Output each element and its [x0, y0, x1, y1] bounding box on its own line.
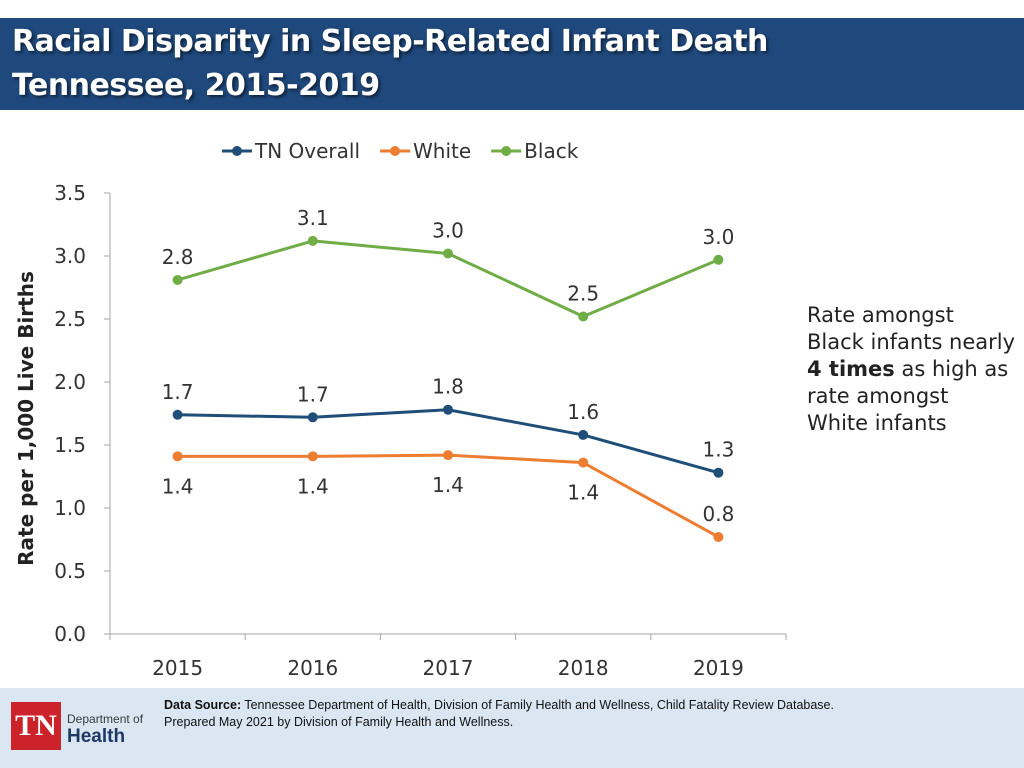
data-point: [578, 458, 588, 468]
callout-text: [807, 302, 1022, 437]
data-label: 1.6: [567, 399, 600, 424]
legend-label: TN Overall: [255, 139, 361, 163]
x-tick-label: 2018: [557, 656, 609, 680]
data-label: 1.7: [296, 382, 329, 407]
callout-line: rate amongst: [807, 384, 949, 408]
logo-health-text: Health: [67, 726, 126, 747]
data-label: 1.4: [567, 480, 600, 505]
legend-swatch-marker: [232, 146, 242, 156]
data-point: [713, 255, 723, 265]
source-label: Data Source:: [164, 698, 242, 712]
data-label: 3.0: [432, 218, 464, 243]
data-label: 1.4: [296, 474, 329, 499]
data-point: [443, 405, 453, 415]
x-tick-label: 2015: [152, 656, 204, 680]
data-point: [308, 451, 318, 461]
footer: [0, 688, 1024, 768]
y-tick-label: 1.5: [54, 433, 86, 457]
data-label: 0.8: [702, 501, 735, 526]
data-point: [173, 275, 183, 285]
data-label: 1.3: [702, 437, 735, 462]
data-label: 2.8: [161, 244, 194, 269]
y-tick-label: 0.5: [54, 559, 86, 583]
data-label: 3.1: [296, 205, 329, 230]
y-tick-label: 2.0: [54, 370, 86, 394]
tn-health-logo: [11, 702, 151, 750]
series-line: [178, 410, 719, 473]
data-point: [578, 311, 588, 321]
data-label: 1.4: [161, 474, 194, 499]
callout-line: [807, 356, 1022, 383]
callout-line-rest: as high as: [894, 357, 1009, 381]
data-label: 1.8: [432, 374, 464, 399]
logo-department-text: Department of: [67, 712, 144, 726]
data-point: [443, 450, 453, 460]
callout-emphasis: 4 times: [807, 357, 895, 381]
x-tick-label: 2017: [422, 656, 474, 680]
y-axis-title: Rate per 1,000 Live Births: [14, 271, 38, 566]
legend-label: White: [413, 139, 472, 163]
data-label: 3.0: [702, 224, 735, 249]
legend-swatch-marker: [501, 146, 511, 156]
data-point: [308, 412, 318, 422]
y-tick-label: 3.5: [54, 181, 86, 205]
x-tick-label: 2019: [692, 656, 744, 680]
source-text: Tennessee Department of Health, Division of Family Health and Wellness, Child Fatality Review Database.: [241, 698, 834, 712]
legend-swatch-marker: [390, 146, 400, 156]
legend-label: Black: [524, 139, 579, 163]
data-point: [443, 248, 453, 258]
data-point: [713, 532, 723, 542]
data-point: [578, 430, 588, 440]
prepared-note: Prepared May 2021 by Division of Family Health and Wellness.: [164, 715, 514, 729]
y-tick-label: 0.0: [54, 622, 86, 646]
data-label: 2.5: [567, 281, 600, 306]
tn-logo-mark: TN: [11, 702, 61, 750]
data-point: [308, 236, 318, 246]
callout-line: Rate amongst: [807, 303, 954, 327]
data-label: 1.7: [161, 379, 194, 404]
y-tick-label: 3.0: [54, 244, 86, 268]
data-label: 1.4: [432, 473, 464, 498]
y-tick-label: 2.5: [54, 307, 86, 331]
y-tick-label: 1.0: [54, 496, 86, 520]
data-point: [713, 468, 723, 478]
data-source-note: [164, 697, 1014, 731]
callout-line: White infants: [807, 411, 947, 435]
callout-line: Black infants nearly: [807, 330, 1016, 354]
data-point: [173, 451, 183, 461]
data-point: [173, 410, 183, 420]
page-subtitle: Tennessee, 2015-2019: [12, 68, 380, 103]
x-tick-label: 2016: [287, 656, 339, 680]
page-title: Racial Disparity in Sleep-Related Infant Death: [12, 24, 768, 59]
